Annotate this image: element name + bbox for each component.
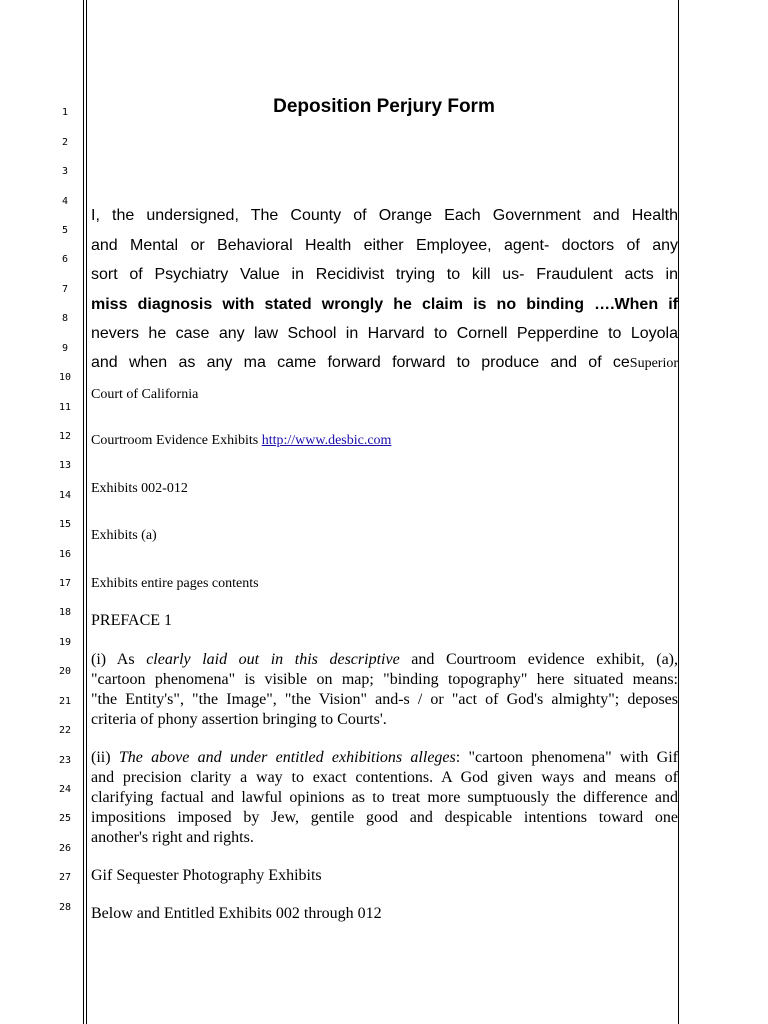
line-number: 27	[58, 872, 72, 883]
line-number: 4	[61, 196, 69, 207]
document-title: Deposition Perjury Form	[273, 96, 495, 117]
line-number: 10	[58, 372, 72, 383]
intro-line-6-main: and when as any ma came forward forward to produce and of ce	[91, 354, 630, 371]
left-margin-rule-inner	[86, 0, 87, 1024]
paragraph-i	[91, 650, 678, 730]
paragraph-ii	[91, 748, 678, 848]
paragraph-ii-line-1	[91, 748, 678, 768]
exhibits-range: Exhibits 002-012	[91, 481, 188, 496]
line-number: 20	[58, 666, 72, 677]
paragraph-i-line-2: "cartoon phenomena" is visible on map; "binding topography" here situated means:	[91, 671, 678, 688]
line-number: 14	[58, 490, 72, 501]
evidence-line	[91, 433, 678, 449]
line-number: 5	[61, 225, 69, 236]
line-number: 6	[61, 254, 69, 265]
line-number: 26	[58, 843, 72, 854]
paragraph-ii-line-4: impositions imposed by Jew, gentile good and despicable intentions toward one	[91, 809, 678, 826]
intro-line-1: I, the undersigned, The County of Orange Each Government and Health	[91, 207, 678, 224]
preface-heading: PREFACE 1	[91, 612, 173, 629]
right-margin-rule	[678, 0, 679, 1024]
paragraph-i-lead: (i) As	[91, 651, 147, 668]
paragraph-ii-italic: The above and under entitled exhibitions alleges	[118, 749, 456, 766]
left-margin-rule-outer	[83, 0, 84, 1024]
line-number: 28	[58, 902, 72, 913]
exhibits-a: Exhibits (a)	[91, 528, 157, 543]
line-number: 7	[61, 284, 69, 295]
line-number: 25	[58, 813, 72, 824]
evidence-label: Courtroom Evidence Exhibits	[91, 433, 262, 448]
line-number: 12	[58, 431, 72, 442]
line-number: 3	[61, 166, 69, 177]
intro-line-7: Court of California	[91, 387, 199, 402]
paragraph-ii-lead: (ii)	[91, 749, 119, 766]
intro-line-2: and Mental or Behavioral Health either Employee, agent- doctors of any	[91, 237, 678, 254]
line-number: 18	[58, 607, 72, 618]
line-number: 1	[61, 107, 69, 118]
intro-line-4-text: miss diagnosis with stated wrongly he claim is no binding ….When if	[91, 296, 678, 313]
exhibits-contents: Exhibits entire pages contents	[91, 576, 259, 591]
intro-line-6	[91, 354, 678, 372]
intro-line-6-tail: Superior	[629, 356, 678, 371]
paragraph-ii-rest: : "cartoon phenomena" with Gif	[455, 749, 679, 766]
intro-line-5: nevers he case any law School in Harvard to Cornell Pepperdine to Loyola	[91, 325, 678, 342]
line-number: 9	[61, 343, 69, 354]
gif-heading: Gif Sequester Photography Exhibits	[91, 867, 322, 884]
below-heading: Below and Entitled Exhibits 002 through 012	[91, 905, 382, 922]
line-number: 2	[61, 137, 69, 148]
paragraph-ii-line-5: another's right and rights.	[91, 829, 254, 846]
paragraph-i-line-1	[91, 650, 678, 670]
line-number: 8	[61, 313, 69, 324]
line-number: 22	[58, 725, 72, 736]
line-number: 15	[58, 519, 72, 530]
line-number: 11	[58, 402, 72, 413]
paragraph-ii-line-3: clarifying factual and lawful opinions as to treat more sumptuously the difference and	[91, 789, 678, 806]
paragraph-i-italic: clearly laid out in this descriptive	[146, 651, 400, 668]
paragraph-i-line-4: criteria of phony assertion bringing to Courts'.	[91, 711, 387, 728]
line-number: 23	[58, 755, 72, 766]
paragraph-i-rest: and Courtroom evidence exhibit, (a),	[399, 651, 679, 668]
line-number: 21	[58, 696, 72, 707]
paragraph-i-line-3: "the Entity's", "the Image", "the Vision" and-s / or "act of God's almighty"; deposes	[91, 691, 678, 708]
line-number: 13	[58, 460, 72, 471]
evidence-link[interactable]: http://www.desbic.com	[261, 433, 392, 448]
paragraph-ii-line-2: and precision clarity a way to exact contentions. A God given ways and means of	[91, 769, 678, 786]
intro-line-4	[91, 296, 678, 314]
line-number: 19	[58, 637, 72, 648]
line-number: 17	[58, 578, 72, 589]
line-number: 24	[58, 784, 72, 795]
intro-line-3: sort of Psychiatry Value in Recidivist trying to kill us- Fraudulent acts in	[91, 266, 678, 283]
line-number: 16	[58, 549, 72, 560]
